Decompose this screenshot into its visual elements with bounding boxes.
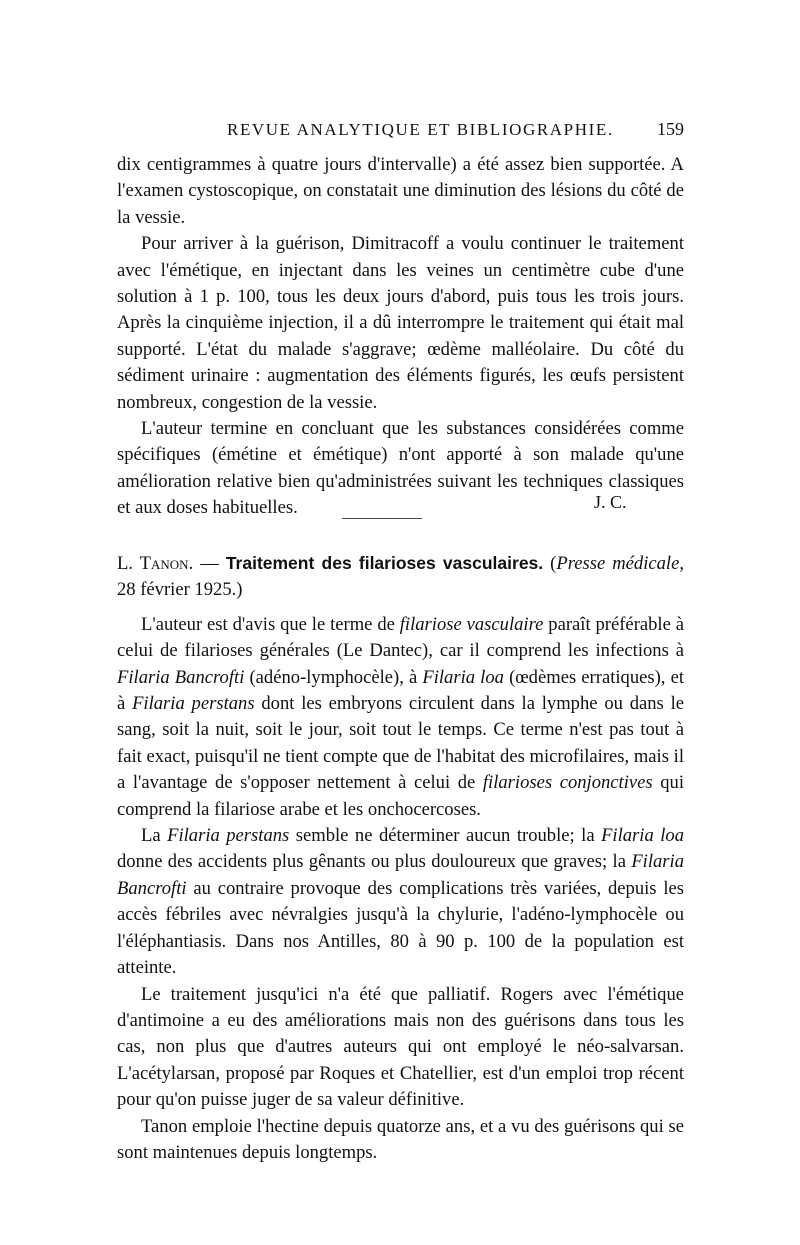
text-run: paraît préférable à celui de filarioses générales (Le Dantec), car il comprend les infections à [117,613,684,662]
citation-date: , 28 février 1925.) [117,553,684,601]
article-heading [117,550,684,604]
text-run: semble ne déterminer aucun trouble; la [289,825,602,847]
text-run: L'auteur est d'avis que le terme de [141,613,400,635]
text-run: au contraire provoque des complications très variées, depuis les accès fébriles avec névralgies jusqu'à la chylurie, l'adéno-lymphocèle ou l'éléphantiasis. Dans nos Antilles, 80 à 90 p. 100 de la population est atteinte. [117,877,684,979]
text-run: dont les embryons circulent dans la lymphe ou dans le sang, soit la nuit, soit le jour, soit tout le temps. Ce terme n'est pas tout à fait exact, puisqu'il ne tient compte que de l'habitat des microfilaires, mais il a l'avantage de s'opposer nettement à celui de [117,693,685,794]
term-italic: filarioses conjonctives [482,772,653,794]
paragraph-conclusion: L'auteur termine en concluant que les substances considérées comme spécifiques (émétine et émétique) n'ont apporté à son malade qu'une amélioration relative bien qu'administrées suivant les techniques classiques et aux doses habituelles. [117,418,684,519]
text-run: La [141,825,168,847]
paragraph-terminology [117,612,684,823]
term-italic: Filaria perstans [132,693,255,715]
article-author: L. Tanon. [117,553,194,574]
paragraph-treatment-history: Le traitement jusqu'ici n'a été que palliatif. Rogers avec l'émétique d'antimoine a eu des améliorations mais non des guérisons dans tous les cas, non plus que d'autres auteurs qui ont employé le néo-salvarsan. L'acétylarsan, proposé par Roques et Chatellier, est d'un emploi trop récent pour qu'on puisse juger de sa valeur définitive. [117,983,684,1111]
journal-name: Presse médicale [556,553,680,574]
term-italic: Filaria perstans [167,825,290,847]
paragraph-treatment: Pour arriver à la guérison, Dimitracoff a voulu continuer le traitement avec l'émétique, en injectant dans les veines un centimètre cube d'une solution à 1 p. 100, tous les deux jours d'abord, puis tous les trois jours. Après la cinquième injection, il a dû interrompre le traitement qui était mal supporté. L'état du malade s'aggrave; œdème malléolaire. Du côté du sédiment urinaire : augmentation des éléments figurés, les œufs persistent nombreux, congestion de la vessie. [117,233,684,413]
term-italic: Filaria Bancrofti [117,851,684,899]
citation-open: ( [543,553,557,574]
section-divider [342,518,422,519]
term-italic: Filaria loa [422,666,504,688]
paragraph-hectine: Tanon emploie l'hectine depuis quatorze ans, et a vu des guérisons qui se sont maintenues depuis longtemps. [117,1115,684,1163]
text-run: (œdèmes erratiques), et à [117,666,684,715]
review-signature: J. C. [594,492,627,512]
term-italic: filariose vasculaire [399,613,544,635]
running-title: REVUE ANALYTIQUE ET BIBLIOGRAPHIE. [227,120,614,139]
text-run: (adéno-lymphocèle), à [244,666,423,688]
review-article-tanon [117,550,684,1166]
review-continuation [117,152,684,522]
paragraph-carry-over: dix centigrammes à quatre jours d'intervalle) a été assez bien supportée. A l'examen cystoscopique, on constatait une diminution des lésions du côté de la vessie. [117,154,684,228]
paragraph-symptoms [117,823,684,981]
page-number: 159 [657,119,684,139]
article-title: Traitement des filarioses vasculaires. [225,553,544,573]
text-run: donne des accidents plus gênants ou plus douloureux que graves; la [117,851,632,873]
text-run: qui comprend la filariose arabe et les onchocercoses. [117,772,684,820]
heading-dash: — [193,553,226,574]
term-italic: Filaria loa [601,825,684,847]
term-italic: Filaria Bancrofti [117,666,245,688]
page-header [117,120,684,148]
